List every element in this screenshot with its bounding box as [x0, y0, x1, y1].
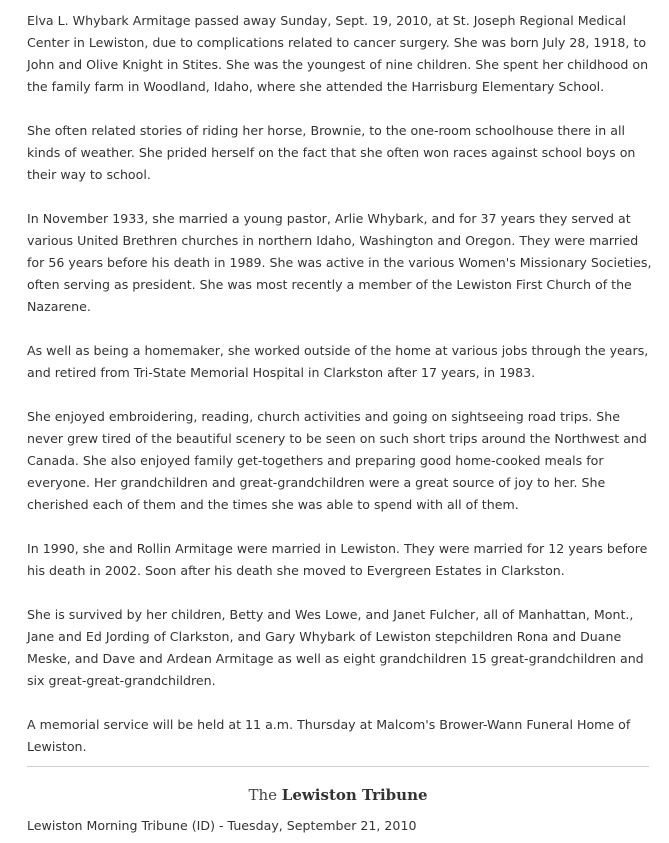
- article-paragraph-6: In 1990, she and Rollin Armitage were married in Lewiston. They were married for 12 years before his death in 2002. Soon after his death she moved to Evergreen Estates in Clarkston.: [27, 541, 648, 578]
- source-citation: Lewiston Morning Tribune (ID) - Tuesday, September 21, 2010: [27, 818, 417, 833]
- divider-line: [27, 766, 649, 767]
- newspaper-masthead-logo: [27, 784, 649, 806]
- article-paragraph-3: In November 1933, she married a young pastor, Arlie Whybark, and for 37 years they served at various United Brethren churches in northern Idaho, Washington and Oregon. They were married for 56 years before his death in 1989. She was active in the various Women's Missionary Societies, often serving as president. She was most recently a member of the Lewiston First Church of the Nazarene.: [27, 211, 652, 314]
- article-paragraph-1: Elva L. Whybark Armitage passed away Sunday, Sept. 19, 2010, at St. Joseph Regional Medical Center in Lewiston, due to complications related to cancer surgery. She was born July 28, 1918, to John and Olive Knight in Stites. She was the youngest of nine children. She spent her childhood on the family farm in Woodland, Idaho, where she attended the Harrisburg Elementary School.: [27, 13, 649, 94]
- article-paragraph-4: As well as being a homemaker, she worked outside of the home at various jobs through the years, and retired from Tri-State Memorial Hospital in Clarkston after 17 years, in 1983.: [27, 343, 649, 380]
- obituary-article: [27, 10, 655, 780]
- article-paragraph-2: She often related stories of riding her horse, Brownie, to the one-room schoolhouse there in all kinds of weather. She prided herself on the fact that she often won races against school boys on their way to school.: [27, 123, 636, 182]
- article-paragraph-5: She enjoyed embroidering, reading, church activities and going on sightseeing road trips. She never grew tired of the beautiful scenery to be seen on such short trips around the Northwest and Canada. She also enjoyed family get-togethers and preparing good home-cooked meals for everyone. Her grandchildren and great-grandchildren were a great source of joy to her. She cherished each of them and the times she was able to spend with all of them.: [27, 409, 647, 512]
- article-paragraph-7: She is survived by her children, Betty and Wes Lowe, and Janet Fulcher, all of Manhattan, Mont., Jane and Ed Jording of Clarkston, and Gary Whybark of Lewiston stepchildren Rona and Duane Meske, and Dave and Ardean Armitage as well as eight grandchildren 15 great-grandchildren and six great-great-grandchildren.: [27, 607, 644, 688]
- article-paragraph-8: A memorial service will be held at 11 a.m. Thursday at Malcom's Brower-Wann Funeral Home of Lewiston.: [27, 717, 631, 754]
- masthead-name: Lewiston Tribune: [281, 786, 428, 804]
- masthead-prefix: The: [248, 786, 278, 804]
